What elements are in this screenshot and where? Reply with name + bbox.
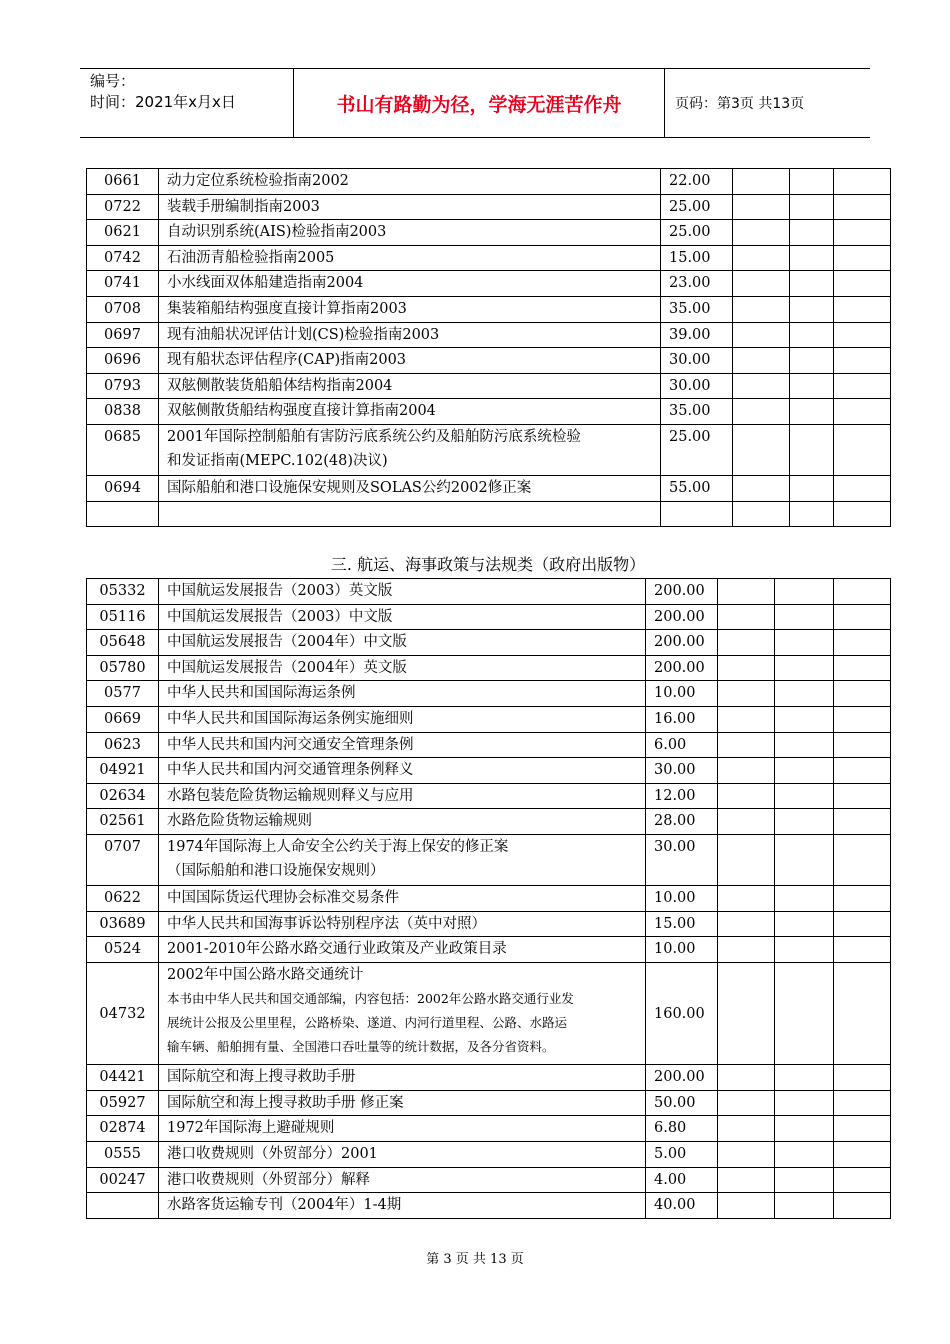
item-title: 1974年国际海上人命安全公约关于海上保安的修正案: [167, 838, 509, 855]
order-cell[interactable]: [834, 322, 891, 348]
item-price: 23.00: [661, 271, 733, 297]
item-title-cell: [159, 579, 646, 605]
order-cell[interactable]: [718, 962, 775, 1064]
item-code: 0685: [87, 424, 159, 475]
header-meta: [80, 69, 293, 137]
item-code: 0741: [87, 271, 159, 297]
item-code: 0722: [87, 194, 159, 220]
order-cell[interactable]: [834, 655, 891, 681]
item-note: 输车辆、船舶拥有量、全国港口吞吐量等的统计数据，及各分省资料。: [167, 1038, 555, 1054]
item-price: 200.00: [646, 655, 718, 681]
order-cell[interactable]: [834, 169, 891, 195]
item-price: 12.00: [646, 783, 718, 809]
item-title-cell: [159, 1065, 646, 1091]
item-price: 28.00: [646, 809, 718, 835]
item-title: 水路客货运输专刊（2004年）1-4期: [167, 1197, 402, 1214]
empty-cell: [834, 501, 891, 527]
order-cell[interactable]: [775, 911, 834, 937]
order-cell[interactable]: [718, 630, 775, 656]
table-row: [87, 681, 891, 707]
order-cell[interactable]: [775, 758, 834, 784]
order-cell[interactable]: [718, 911, 775, 937]
item-price: 5.00: [646, 1142, 718, 1168]
item-title: 小水线面双体船建造指南2004: [167, 275, 364, 292]
item-title: 现有油船状况评估计划(CS)检验指南2003: [167, 326, 440, 343]
table-row-empty: [87, 501, 891, 527]
order-cell[interactable]: [834, 271, 891, 297]
item-title: 2002年中国公路水路交通统计: [167, 966, 364, 983]
table-row: [87, 783, 891, 809]
item-code: 02561: [87, 809, 159, 835]
item-price: 50.00: [646, 1090, 718, 1116]
order-cell[interactable]: [834, 220, 891, 246]
item-title: 2001-2010年公路水路交通行业政策及产业政策目录: [167, 941, 507, 958]
item-price: 30.00: [661, 373, 733, 399]
table-row: [87, 655, 891, 681]
table-row: [87, 706, 891, 732]
order-cell[interactable]: [790, 296, 834, 322]
item-code: 0577: [87, 681, 159, 707]
item-title: 1972年国际海上避碰规则: [167, 1120, 335, 1137]
table-row: [87, 911, 891, 937]
order-cell[interactable]: [775, 962, 834, 1064]
item-title-cell: [159, 1193, 646, 1219]
order-cell[interactable]: [834, 476, 891, 502]
item-code: 04921: [87, 758, 159, 784]
order-cell[interactable]: [790, 399, 834, 425]
item-title-cell: [159, 809, 646, 835]
item-title: 自动识别系统(AIS)检验指南2003: [167, 224, 387, 241]
item-title-cell: [159, 399, 661, 425]
table-row: [87, 579, 891, 605]
item-code: 0707: [87, 834, 159, 885]
item-title-cell: [159, 1167, 646, 1193]
table-row: [87, 424, 891, 475]
order-cell[interactable]: [775, 1193, 834, 1219]
order-cell[interactable]: [834, 1167, 891, 1193]
order-cell[interactable]: [834, 1193, 891, 1219]
order-cell[interactable]: [834, 1142, 891, 1168]
item-code: 04732: [87, 962, 159, 1064]
order-cell[interactable]: [775, 604, 834, 630]
section-title: 三. 航运、海事政策与法规类（政府出版物）: [330, 555, 646, 574]
item-price: 25.00: [661, 424, 733, 475]
item-title: 港口收费规则（外贸部分）2001: [167, 1146, 378, 1163]
item-title-cell: [159, 962, 646, 1064]
item-title-cell: [159, 706, 646, 732]
item-title: 2001年国际控制船舶有害防污底系统公约及船舶防污底系统检验: [167, 428, 581, 445]
order-cell[interactable]: [775, 1065, 834, 1091]
item-title: 双舷侧散货船结构强度直接计算指南2004: [167, 403, 436, 420]
item-code: 03689: [87, 911, 159, 937]
order-cell[interactable]: [790, 476, 834, 502]
item-title-cell: [159, 783, 646, 809]
item-price: 200.00: [646, 630, 718, 656]
order-cell[interactable]: [834, 424, 891, 475]
order-cell[interactable]: [733, 220, 790, 246]
item-code: 04421: [87, 1065, 159, 1091]
item-title-cell: [159, 732, 646, 758]
order-cell[interactable]: [834, 937, 891, 963]
order-cell[interactable]: [790, 169, 834, 195]
item-code: 05116: [87, 604, 159, 630]
header-page-info: 页码：第3页 共13页: [675, 96, 805, 112]
item-price: 15.00: [661, 245, 733, 271]
order-cell[interactable]: [834, 373, 891, 399]
item-code: 05927: [87, 1090, 159, 1116]
item-code: 0696: [87, 348, 159, 374]
item-title-cell: [159, 348, 661, 374]
item-code: 05648: [87, 630, 159, 656]
item-code: 0555: [87, 1142, 159, 1168]
order-cell[interactable]: [834, 1065, 891, 1091]
order-cell[interactable]: [733, 424, 790, 475]
item-title: 中华人民共和国国际海运条例: [167, 685, 356, 702]
item-title-cell: [159, 424, 661, 475]
order-cell[interactable]: [718, 1116, 775, 1142]
item-title-cell: [159, 681, 646, 707]
item-title-cell: [159, 758, 646, 784]
order-cell[interactable]: [718, 1167, 775, 1193]
item-title: 国际航空和海上搜寻救助手册 修正案: [167, 1094, 404, 1111]
item-code: [87, 1193, 159, 1219]
table-row: [87, 1142, 891, 1168]
order-cell[interactable]: [775, 1090, 834, 1116]
item-title-cell: [159, 834, 646, 885]
empty-cell: [733, 501, 790, 527]
order-cell[interactable]: [718, 579, 775, 605]
item-title: 石油沥青船检验指南2005: [167, 249, 335, 266]
item-price: 40.00: [646, 1193, 718, 1219]
order-cell[interactable]: [790, 271, 834, 297]
table-row: [87, 937, 891, 963]
item-note: 本书由中华人民共和国交通部编，内容包括：2002年公路水路交通行业发: [167, 990, 574, 1006]
order-cell[interactable]: [733, 245, 790, 271]
number-label: 编号：: [90, 72, 136, 90]
item-price: 55.00: [661, 476, 733, 502]
order-cell[interactable]: [834, 886, 891, 912]
item-title: 现有船状态评估程序(CAP)指南2003: [167, 352, 407, 369]
item-title-cell: [159, 1116, 646, 1142]
order-cell[interactable]: [775, 630, 834, 656]
order-cell[interactable]: [718, 937, 775, 963]
order-cell[interactable]: [775, 706, 834, 732]
order-cell[interactable]: [718, 655, 775, 681]
order-cell[interactable]: [834, 681, 891, 707]
table-row: [87, 630, 891, 656]
item-title: 动力定位系统检验指南2002: [167, 173, 349, 189]
item-code: 02874: [87, 1116, 159, 1142]
item-title: 中国航运发展报告（2003）英文版: [167, 583, 393, 599]
item-price: 35.00: [661, 296, 733, 322]
page-header: [80, 68, 870, 138]
table-row: [87, 348, 891, 374]
table-row: [87, 399, 891, 425]
order-cell[interactable]: [834, 732, 891, 758]
item-price: 30.00: [661, 348, 733, 374]
item-code: 0838: [87, 399, 159, 425]
item-price: 160.00: [646, 962, 718, 1064]
item-title-cell: [159, 1090, 646, 1116]
order-cell[interactable]: [733, 169, 790, 195]
order-cell[interactable]: [834, 245, 891, 271]
order-cell[interactable]: [834, 604, 891, 630]
order-cell[interactable]: [733, 322, 790, 348]
empty-cell: [790, 501, 834, 527]
item-title: 国际航空和海上搜寻救助手册: [167, 1069, 356, 1086]
item-price: 4.00: [646, 1167, 718, 1193]
table-row: [87, 271, 891, 297]
order-cell[interactable]: [775, 783, 834, 809]
order-cell[interactable]: [775, 579, 834, 605]
table-row: [87, 732, 891, 758]
order-cell[interactable]: [733, 399, 790, 425]
item-price: 25.00: [661, 194, 733, 220]
order-cell[interactable]: [834, 962, 891, 1064]
item-code: 0622: [87, 886, 159, 912]
order-cell[interactable]: [790, 373, 834, 399]
empty-cell: [159, 501, 661, 527]
item-title: 装载手册编制指南2003: [167, 198, 320, 215]
item-code: 02634: [87, 783, 159, 809]
item-price: 25.00: [661, 220, 733, 246]
table-row: [87, 809, 891, 835]
item-title-cell: [159, 271, 661, 297]
order-cell[interactable]: [718, 758, 775, 784]
table-row: [87, 322, 891, 348]
order-cell[interactable]: [733, 271, 790, 297]
item-price: 30.00: [646, 758, 718, 784]
item-price: 10.00: [646, 681, 718, 707]
item-title: 水路危险货物运输规则: [167, 813, 312, 830]
order-cell[interactable]: [775, 681, 834, 707]
item-price: 30.00: [646, 834, 718, 885]
order-cell[interactable]: [834, 911, 891, 937]
item-title-line2: （国际船舶和港口设施保安规则）: [167, 862, 385, 879]
order-cell[interactable]: [775, 834, 834, 885]
table-row: [87, 604, 891, 630]
table-row: [87, 962, 891, 1064]
item-price: 16.00: [646, 706, 718, 732]
item-price: 200.00: [646, 579, 718, 605]
order-cell[interactable]: [733, 296, 790, 322]
item-code: 0694: [87, 476, 159, 502]
order-cell[interactable]: [718, 732, 775, 758]
page-footer: 第 3 页 共 13 页: [426, 1252, 524, 1267]
item-title-cell: [159, 630, 646, 656]
item-title-cell: [159, 296, 661, 322]
order-cell[interactable]: [834, 706, 891, 732]
order-cell[interactable]: [834, 399, 891, 425]
order-cell[interactable]: [718, 834, 775, 885]
item-title: 中华人民共和国内河交通管理条例释义: [167, 762, 414, 779]
order-cell[interactable]: [834, 783, 891, 809]
item-title: 中国航运发展报告（2004年）英文版: [167, 659, 407, 676]
item-code: 00247: [87, 1167, 159, 1193]
order-cell[interactable]: [834, 194, 891, 220]
item-price: 10.00: [646, 886, 718, 912]
order-cell[interactable]: [718, 681, 775, 707]
order-cell[interactable]: [775, 1116, 834, 1142]
order-cell[interactable]: [834, 758, 891, 784]
item-code: 0742: [87, 245, 159, 271]
item-price: 6.00: [646, 732, 718, 758]
item-title: 中国航运发展报告（2004年）中文版: [167, 634, 407, 651]
order-cell[interactable]: [790, 348, 834, 374]
item-price: 200.00: [646, 604, 718, 630]
table-row: [87, 194, 891, 220]
time-label: 时间：2021年x月x日: [90, 93, 236, 111]
item-title-cell: [159, 220, 661, 246]
order-cell[interactable]: [718, 783, 775, 809]
order-cell[interactable]: [834, 809, 891, 835]
table-row: [87, 834, 891, 885]
table-row: [87, 1065, 891, 1091]
table-row: [87, 169, 891, 195]
order-cell[interactable]: [834, 579, 891, 605]
order-cell[interactable]: [733, 194, 790, 220]
order-cell[interactable]: [733, 476, 790, 502]
item-price: 22.00: [661, 169, 733, 195]
item-title-cell: [159, 937, 646, 963]
order-cell[interactable]: [790, 220, 834, 246]
item-code: 0708: [87, 296, 159, 322]
item-price: 15.00: [646, 911, 718, 937]
table-row: [87, 1116, 891, 1142]
empty-cell: [87, 501, 159, 527]
table-row: [87, 373, 891, 399]
catalog-table-1: [86, 168, 891, 527]
item-price: 39.00: [661, 322, 733, 348]
order-cell[interactable]: [775, 1142, 834, 1168]
item-title: 中国国际货运代理协会标准交易条件: [167, 890, 399, 907]
item-title-cell: [159, 604, 646, 630]
table-row: [87, 758, 891, 784]
empty-cell: [661, 501, 733, 527]
order-cell[interactable]: [790, 194, 834, 220]
item-price: 6.80: [646, 1116, 718, 1142]
order-cell[interactable]: [790, 322, 834, 348]
item-title: 中华人民共和国国际海运条例实施细则: [167, 710, 414, 727]
order-cell[interactable]: [834, 1116, 891, 1142]
order-cell[interactable]: [775, 1167, 834, 1193]
order-cell[interactable]: [718, 1142, 775, 1168]
order-cell[interactable]: [775, 655, 834, 681]
catalog-table-2: [86, 578, 891, 1219]
item-title: 双舷侧散装货船船体结构指南2004: [167, 377, 393, 394]
item-title-cell: [159, 655, 646, 681]
order-cell[interactable]: [775, 732, 834, 758]
item-title-cell: [159, 194, 661, 220]
order-cell[interactable]: [834, 348, 891, 374]
item-title-cell: [159, 169, 661, 195]
item-code: 0623: [87, 732, 159, 758]
item-code: 0661: [87, 169, 159, 195]
order-cell[interactable]: [775, 937, 834, 963]
item-code: 0669: [87, 706, 159, 732]
item-title: 中华人民共和国海事诉讼特别程序法（英中对照）: [167, 915, 486, 932]
order-cell[interactable]: [718, 886, 775, 912]
order-cell[interactable]: [733, 373, 790, 399]
item-title-cell: [159, 322, 661, 348]
order-cell[interactable]: [718, 706, 775, 732]
item-title-cell: [159, 886, 646, 912]
order-cell[interactable]: [834, 296, 891, 322]
order-cell[interactable]: [718, 1090, 775, 1116]
order-cell[interactable]: [834, 630, 891, 656]
order-cell[interactable]: [834, 1090, 891, 1116]
item-code: 0793: [87, 373, 159, 399]
item-title-line2: 和发证指南(MEPC.102(48)决议): [167, 452, 388, 469]
item-title: 中国航运发展报告（2003）中文版: [167, 608, 393, 625]
table-row: [87, 245, 891, 271]
item-code: 0697: [87, 322, 159, 348]
table-row: [87, 886, 891, 912]
item-code: 05780: [87, 655, 159, 681]
table-row: [87, 1193, 891, 1219]
table-row: [87, 1167, 891, 1193]
order-cell[interactable]: [775, 809, 834, 835]
order-cell[interactable]: [775, 886, 834, 912]
order-cell[interactable]: [733, 348, 790, 374]
table-row: [87, 220, 891, 246]
order-cell[interactable]: [718, 809, 775, 835]
order-cell[interactable]: [718, 1065, 775, 1091]
item-code: 0621: [87, 220, 159, 246]
item-title: 集装箱船结构强度直接计算指南2003: [167, 300, 407, 317]
item-code: 0524: [87, 937, 159, 963]
item-title: 港口收费规则（外贸部分）解释: [167, 1171, 370, 1188]
order-cell[interactable]: [790, 424, 834, 475]
item-note: 展统计公报及公里里程，公路桥染、遂道、内河行道里程、公路、水路运: [167, 1014, 568, 1030]
order-cell[interactable]: [718, 1193, 775, 1219]
item-price: 200.00: [646, 1065, 718, 1091]
table-row: [87, 296, 891, 322]
item-title: 中华人民共和国内河交通安全管理条例: [167, 736, 414, 753]
item-price: 10.00: [646, 937, 718, 963]
item-price: 35.00: [661, 399, 733, 425]
order-cell[interactable]: [718, 604, 775, 630]
item-title-cell: [159, 911, 646, 937]
order-cell[interactable]: [834, 834, 891, 885]
item-title-cell: [159, 1142, 646, 1168]
table-row: [87, 1090, 891, 1116]
item-title: 水路包装危险货物运输规则释义与应用: [167, 787, 414, 804]
item-title-cell: [159, 245, 661, 271]
order-cell[interactable]: [790, 245, 834, 271]
item-title-cell: [159, 373, 661, 399]
item-code: 05332: [87, 579, 159, 605]
item-title: 国际船舶和港口设施保安规则及SOLAS公约2002修正案: [167, 480, 532, 497]
header-motto: 书山有路勤为径，学海无涯苦作舟: [293, 69, 665, 137]
table-row: [87, 476, 891, 502]
item-title-cell: [159, 476, 661, 502]
